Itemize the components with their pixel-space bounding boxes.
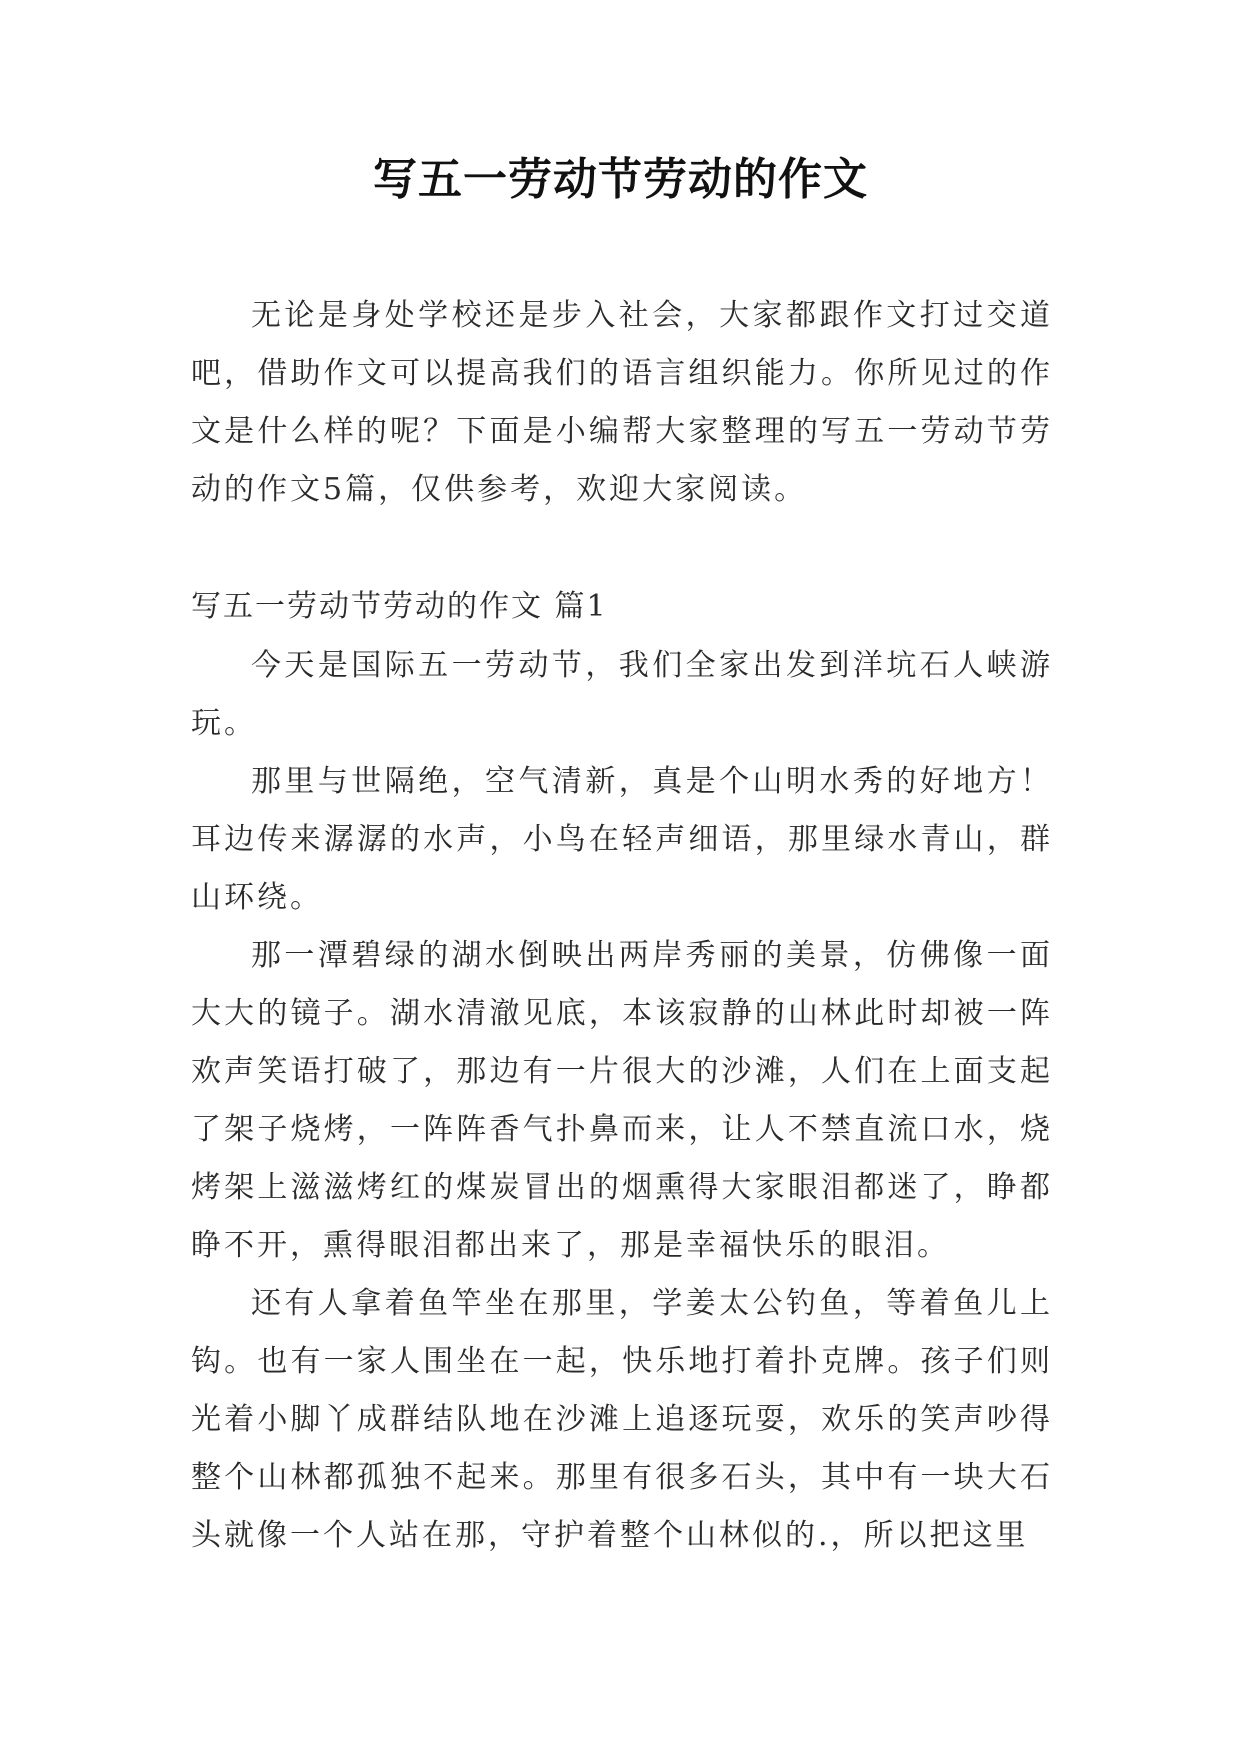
intro-paragraph: 无论是身处学校还是步入社会，大家都跟作文打过交道吧，借助作文可以提高我们的语言组织能力。你所见过的作文是什么样的呢？下面是小编帮大家整理的写五一劳动节劳动的作文5篇，仅供参考，欢迎大家阅读。 — [191, 298, 1053, 507]
intro-block — [191, 287, 1053, 519]
body-paragraph: 那里与世隔绝，空气清新，真是个山明水秀的好地方！耳边传来潺潺的水声，小鸟在轻声细语，那里绿水青山，群山环绕。 — [191, 764, 1053, 915]
section-heading: 写五一劳动节劳动的作文 篇1 — [191, 589, 608, 624]
body-paragraph: 那一潭碧绿的湖水倒映出两岸秀丽的美景，仿佛像一面大大的镜子。湖水清澈见底，本该寂静的山林此时却被一阵欢声笑语打破了，那边有一片很大的沙滩，人们在上面支起了架子烧烤，一阵阵香气扑鼻而来，让人不禁直流口水，烧烤架上滋滋烤红的煤炭冒出的烟熏得大家眼泪都迷了，睁都睁不开，熏得眼泪都出来了，那是幸福快乐的眼泪。 — [191, 938, 1053, 1263]
section-body — [191, 637, 1053, 1565]
body-paragraph: 还有人拿着鱼竿坐在那里，学姜太公钓鱼，等着鱼儿上钩。也有一家人围坐在一起，快乐地打着扑克牌。孩子们则光着小脚丫成群结队地在沙滩上追逐玩耍，欢乐的笑声吵得整个山林都孤独不起来。那里有很多石头，其中有一块大石头就像一个人站在那，守护着整个山林似的.，所以把这里 — [191, 1286, 1053, 1553]
body-paragraph: 今天是国际五一劳动节，我们全家出发到洋坑石人峡游玩。 — [191, 648, 1053, 741]
document-title: 写五一劳动节劳动的作文 — [373, 154, 868, 205]
